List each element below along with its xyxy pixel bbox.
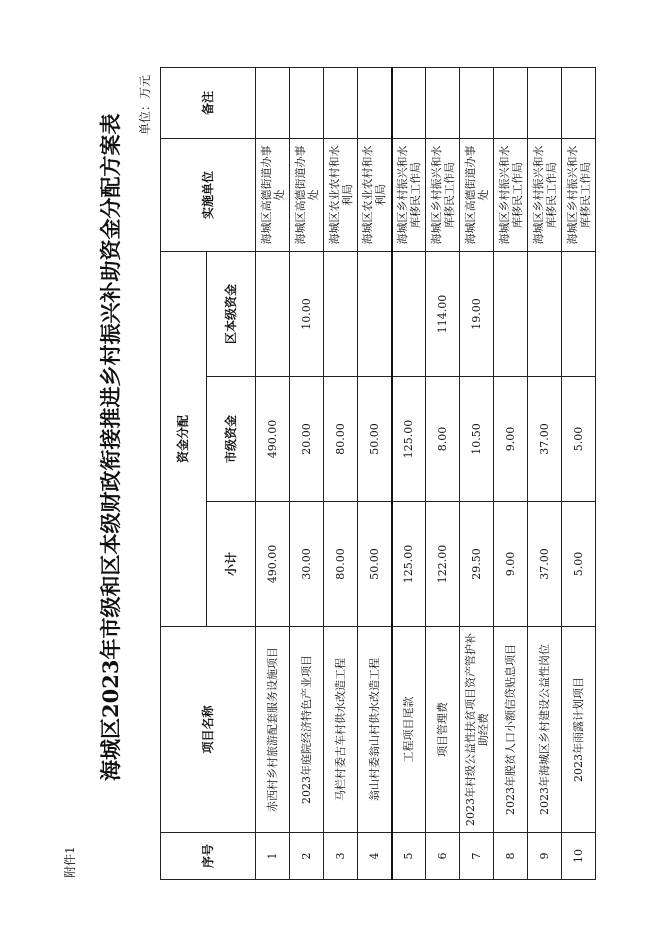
cell-subtotal: 29.50 bbox=[460, 502, 494, 627]
cell-city-fund: 10.50 bbox=[460, 377, 494, 502]
cell-project-name: 2023年海城区乡村建设公益性岗位 bbox=[528, 627, 562, 833]
cell-city-fund: 490.00 bbox=[256, 377, 290, 502]
cell-city-fund: 125.00 bbox=[392, 377, 426, 502]
cell-city-fund: 8.00 bbox=[426, 377, 460, 502]
cell-subtotal: 80.00 bbox=[324, 502, 358, 627]
cell-remark bbox=[324, 67, 358, 138]
cell-implementer: 海城区高德街道办事处 bbox=[256, 138, 290, 251]
cell-seq: 9 bbox=[528, 833, 562, 880]
cell-project-name: 项目管理费 bbox=[426, 627, 460, 833]
cell-remark bbox=[392, 67, 426, 138]
header-fund-allocation: 资金分配 bbox=[161, 251, 207, 626]
cell-remark bbox=[562, 67, 596, 138]
allocation-table bbox=[160, 67, 596, 880]
cell-implementer: 海城区乡村振兴和水库移民工作局 bbox=[392, 138, 426, 251]
cell-remark bbox=[528, 67, 562, 138]
cell-district-fund: 114.00 bbox=[426, 251, 460, 376]
table-row bbox=[358, 67, 392, 879]
cell-subtotal: 37.00 bbox=[528, 502, 562, 627]
table-row bbox=[426, 67, 460, 879]
cell-city-fund: 20.00 bbox=[290, 377, 324, 502]
cell-city-fund: 50.00 bbox=[358, 377, 392, 502]
cell-implementer: 海城区乡村振兴和水库移民工作局 bbox=[562, 138, 596, 251]
table-row bbox=[256, 67, 290, 879]
cell-remark bbox=[494, 67, 528, 138]
cell-district-fund bbox=[392, 251, 426, 376]
header-project-name: 项目名称 bbox=[161, 627, 256, 833]
cell-project-name: 2023年雨露计划项目 bbox=[562, 627, 596, 833]
cell-remark bbox=[256, 67, 290, 138]
table-row bbox=[290, 67, 324, 879]
cell-seq: 7 bbox=[460, 833, 494, 880]
header-implementer: 实施单位 bbox=[161, 138, 256, 251]
cell-seq: 1 bbox=[256, 833, 290, 880]
cell-seq: 10 bbox=[562, 833, 596, 880]
cell-district-fund bbox=[562, 251, 596, 376]
cell-subtotal: 50.00 bbox=[358, 502, 392, 627]
rotated-table-wrapper bbox=[160, 68, 595, 880]
cell-implementer: 海城区农业农村和水利局 bbox=[358, 138, 392, 251]
table-row bbox=[460, 67, 494, 879]
cell-project-name: 2023年脱贫人口小额信贷贴息项目 bbox=[494, 627, 528, 833]
header-remark: 备注 bbox=[161, 67, 256, 138]
cell-city-fund: 80.00 bbox=[324, 377, 358, 502]
header-seq: 序号 bbox=[161, 833, 256, 880]
cell-city-fund: 9.00 bbox=[494, 377, 528, 502]
cell-subtotal: 5.00 bbox=[562, 502, 596, 627]
cell-remark bbox=[290, 67, 324, 138]
cell-city-fund: 37.00 bbox=[528, 377, 562, 502]
cell-district-fund bbox=[256, 251, 290, 376]
cell-district-fund bbox=[494, 251, 528, 376]
cell-project-name: 2023年庭院经济特色产业项目 bbox=[290, 627, 324, 833]
cell-district-fund: 10.00 bbox=[290, 251, 324, 376]
cell-district-fund bbox=[358, 251, 392, 376]
header-city-fund: 市级资金 bbox=[207, 377, 256, 502]
cell-seq: 8 bbox=[494, 833, 528, 880]
cell-subtotal: 125.00 bbox=[392, 502, 426, 627]
cell-remark bbox=[460, 67, 494, 138]
cell-implementer: 海城区乡村振兴和水库移民工作局 bbox=[528, 138, 562, 251]
cell-district-fund bbox=[324, 251, 358, 376]
cell-project-name: 2023年村级公益性扶贫项目资产管护补助经费 bbox=[460, 627, 494, 833]
cell-district-fund: 19.00 bbox=[460, 251, 494, 376]
cell-city-fund: 5.00 bbox=[562, 377, 596, 502]
cell-implementer: 海城区乡村振兴和水库移民工作局 bbox=[426, 138, 460, 251]
cell-implementer: 海城区乡村振兴和水库移民工作局 bbox=[494, 138, 528, 251]
table-row bbox=[562, 67, 596, 879]
cell-subtotal: 9.00 bbox=[494, 502, 528, 627]
document-title: 海城区2023年市级和区本级财政衔接推进乡村振兴补助资金分配方案表 bbox=[98, 113, 123, 781]
cell-district-fund bbox=[528, 251, 562, 376]
cell-seq: 6 bbox=[426, 833, 460, 880]
cell-seq: 3 bbox=[324, 833, 358, 880]
cell-seq: 2 bbox=[290, 833, 324, 880]
cell-remark bbox=[426, 67, 460, 138]
header-district-fund: 区本级资金 bbox=[207, 251, 256, 376]
table-row bbox=[494, 67, 528, 879]
cell-subtotal: 490.00 bbox=[256, 502, 290, 627]
cell-implementer: 海城区高德街道办事处 bbox=[290, 138, 324, 251]
cell-subtotal: 30.00 bbox=[290, 502, 324, 627]
table-row bbox=[324, 67, 358, 879]
cell-project-name: 马栏村委古车村供水改造工程 bbox=[324, 627, 358, 833]
cell-implementer: 海城区高德街道办事处 bbox=[460, 138, 494, 251]
cell-project-name: 工程项目尾款 bbox=[392, 627, 426, 833]
cell-implementer: 海城区农业农村和水利局 bbox=[324, 138, 358, 251]
cell-project-name: 赤西村乡村旅游配套服务设施项目 bbox=[256, 627, 290, 833]
cell-seq: 4 bbox=[358, 833, 392, 880]
table-row bbox=[392, 67, 426, 879]
cell-remark bbox=[358, 67, 392, 138]
cell-subtotal: 122.00 bbox=[426, 502, 460, 627]
attachment-label: 附件1 bbox=[63, 846, 77, 878]
cell-project-name: 翁山村委翁山村供水改造工程 bbox=[358, 627, 392, 833]
cell-seq: 5 bbox=[392, 833, 426, 880]
table-row bbox=[528, 67, 562, 879]
header-subtotal: 小计 bbox=[207, 502, 256, 627]
unit-label: 单位：万元 bbox=[138, 75, 152, 136]
